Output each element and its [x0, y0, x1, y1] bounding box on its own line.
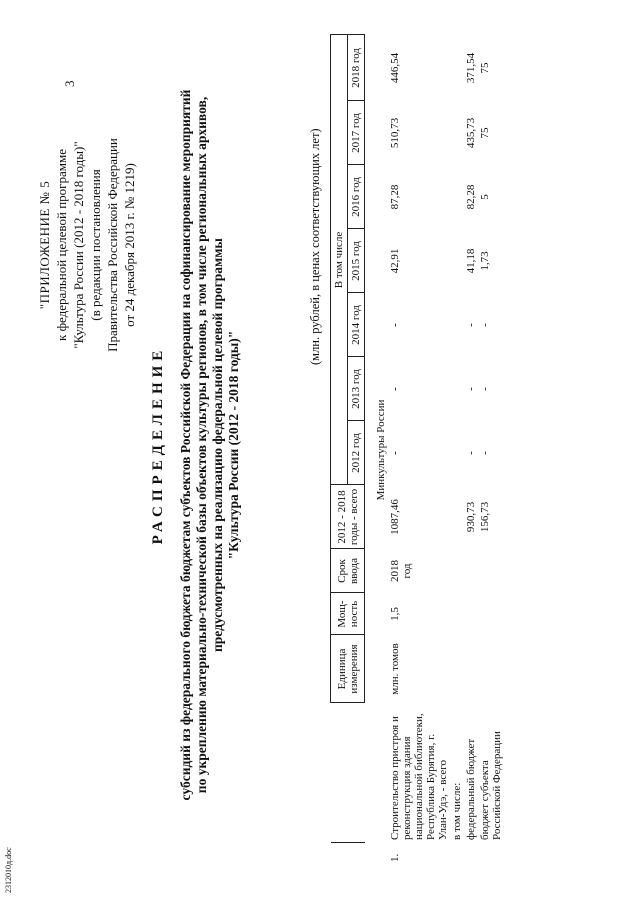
row-unit [450, 635, 464, 703]
row-number [450, 843, 464, 865]
subsidies-table [330, 34, 504, 865]
row-deadline [450, 549, 464, 593]
row-unit [464, 635, 478, 703]
row-unit: млн. томов [389, 643, 401, 695]
row-total: 930,73 [465, 501, 477, 533]
appendix-header [36, 90, 138, 400]
row-deadline: 2018 год [389, 560, 413, 582]
section-row [365, 35, 389, 865]
table-row [388, 35, 450, 865]
header-year: 2012 год [348, 421, 365, 485]
row-number [464, 843, 478, 865]
row-year-value: 5 [479, 194, 491, 200]
row-total: 156,73 [479, 501, 491, 533]
row-year-value: 371,54 [465, 52, 477, 84]
units-note: (млн. рублей, в ценах соответствующих лет) [308, 128, 322, 365]
row-year-value: - [389, 387, 401, 391]
row-year-value: 75 [479, 62, 491, 74]
row-capacity [464, 593, 478, 635]
header-including: В том числе [331, 35, 348, 485]
section-label: Минкультуры России [375, 399, 387, 501]
document-code: 2312010д.doc [4, 847, 13, 893]
page-number: 3 [62, 80, 77, 87]
header-unit: Единица измерения [331, 635, 365, 703]
row-year-value: 87,28 [389, 184, 401, 210]
row-year-value: 446,54 [389, 52, 401, 84]
header-year: 2017 год [348, 101, 365, 165]
row-year-value: - [479, 323, 491, 327]
row-year-value [450, 229, 464, 293]
table-row [478, 35, 504, 865]
row-year-value: - [389, 451, 401, 455]
title-line: субсидий из федерального бюджета бюджетам субъектов Российской Федерации на софинансирование мероприятий [178, 89, 193, 801]
appendix-title: "ПРИЛОЖЕНИЕ № 5 [37, 180, 52, 310]
row-year-value: 435,73 [465, 117, 477, 149]
table-row [464, 35, 478, 865]
row-capacity [450, 593, 464, 635]
row-year-value [450, 101, 464, 165]
row-name: федеральный бюджет [465, 738, 477, 840]
title-line: "Культура России (2012 - 2018 годы)" [226, 330, 241, 560]
title-line: по укреплению материально-технической базы объектов культуры регионов, в том числе региональных архивов, [194, 96, 209, 794]
header-year: 2014 год [348, 293, 365, 357]
row-year-value: - [465, 387, 477, 391]
title-line: предусмотренных на реализацию федеральной целевой программы [210, 238, 225, 652]
header-deadline: Срок ввода [331, 549, 365, 593]
row-year-value: - [479, 387, 491, 391]
appendix-line: (в редакции постановления [88, 169, 103, 321]
header-year: 2013 год [348, 357, 365, 421]
row-year-value: 82,28 [465, 184, 477, 210]
row-year-value [450, 165, 464, 229]
appendix-line: Правительства Российской Федерации [105, 138, 120, 352]
row-year-value: - [465, 451, 477, 455]
appendix-line: от 24 декабря 2013 г. № 1219) [122, 163, 137, 327]
row-name: Строительство пристроя и реконструкция здания национальной библиотеки, Республика Бурятия, г. Улан-Удэ, - всего [389, 713, 449, 840]
row-number [478, 843, 504, 865]
header-year: 2015 год [348, 229, 365, 293]
row-capacity [478, 593, 504, 635]
row-year-value: - [479, 451, 491, 455]
row-year-value [450, 293, 464, 357]
header-year: 2016 год [348, 165, 365, 229]
row-capacity: 1,5 [389, 607, 401, 621]
row-total: 1087,46 [389, 499, 401, 535]
header-year: 2018 год [348, 35, 365, 101]
row-year-value [450, 357, 464, 421]
header-total: 2012 - 2018 годы - всего [331, 485, 365, 549]
row-year-value: - [465, 323, 477, 327]
row-year-value [450, 421, 464, 485]
row-year-value: 41,18 [465, 248, 477, 274]
row-year-value: 75 [479, 127, 491, 139]
row-deadline [464, 549, 478, 593]
appendix-line: "Культура России (2012 - 2018 годы)" [71, 141, 86, 349]
appendix-line: к федеральной целевой программе [54, 149, 69, 341]
table-row [450, 35, 464, 865]
row-unit [478, 635, 504, 703]
header-capacity: Мощ-ность [331, 593, 365, 635]
row-year-value: 510,73 [389, 117, 401, 149]
row-name: бюджет субъекта Российской Федерации [479, 731, 503, 840]
row-year-value: 1,73 [479, 251, 491, 271]
row-year-value [450, 35, 464, 101]
row-year-value: - [389, 323, 401, 327]
row-year-value: 42,91 [389, 248, 401, 274]
document-title [150, 45, 242, 845]
row-name: в том числе: [451, 782, 463, 840]
row-total [450, 485, 464, 549]
row-number: 1. [389, 853, 401, 862]
row-deadline [478, 549, 504, 593]
title-main: РАСПРЕДЕЛЕНИЕ [150, 345, 166, 545]
